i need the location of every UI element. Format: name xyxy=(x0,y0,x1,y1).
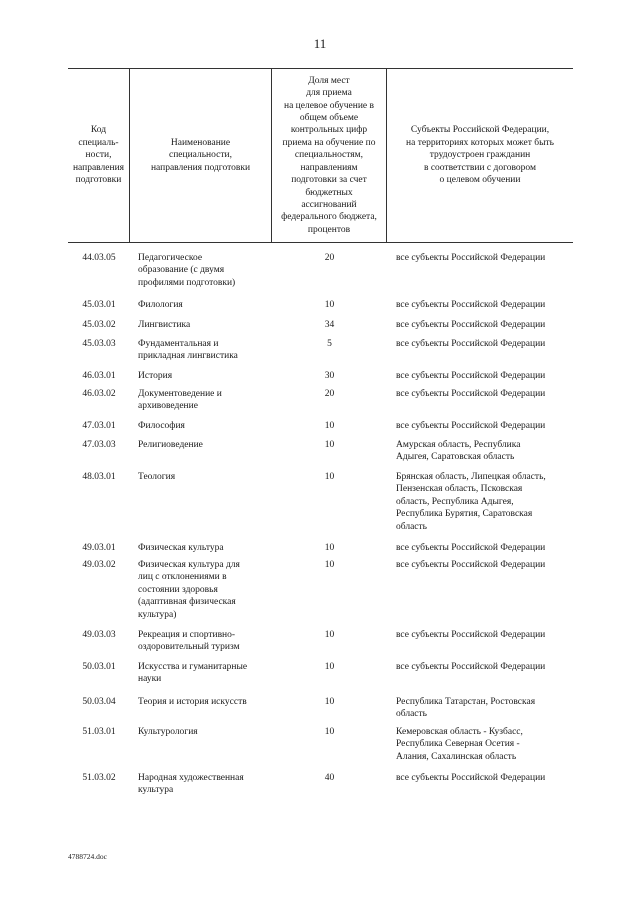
row-share: 10 xyxy=(324,472,335,482)
row-name: История xyxy=(138,371,173,381)
row-share: 10 xyxy=(324,630,335,640)
row-name: Педагогическое образование (с двумя профилями подготовки) xyxy=(138,253,236,288)
row-code: 46.03.02 xyxy=(82,389,116,399)
row-name: Теология xyxy=(138,472,176,482)
row-subjects: все субъекты Российской Федерации xyxy=(396,389,546,399)
row-subjects: Амурская область, Республика Адыгея, Саратовская область xyxy=(396,440,521,463)
row-name: Искусства и гуманитарные науки xyxy=(138,662,248,685)
row-share: 10 xyxy=(324,440,335,450)
header-code: Код специаль- ности, направления подготовки xyxy=(68,69,130,242)
table-row xyxy=(68,252,573,299)
table-row xyxy=(68,388,573,420)
row-subjects: все субъекты Российской Федерации xyxy=(396,320,546,330)
table-row xyxy=(68,439,573,471)
row-subjects: все субъекты Российской Федерации xyxy=(396,371,546,381)
table-body xyxy=(68,252,573,802)
row-subjects: Брянская область, Липецкая область, Пензенская область, Псковская область, Республика Адыгея, Республика Бурятия, Саратовская область xyxy=(396,472,546,532)
row-name: Лингвистика xyxy=(138,320,191,330)
row-code: 46.03.01 xyxy=(82,371,116,381)
row-share: 20 xyxy=(324,253,335,263)
row-name: Документоведение и архивоведение xyxy=(138,389,222,412)
table-row xyxy=(68,542,573,559)
row-name: Физическая культура xyxy=(138,543,224,553)
row-code: 45.03.03 xyxy=(82,339,116,349)
table-row xyxy=(68,772,573,802)
row-subjects: все субъекты Российской Федерации xyxy=(396,662,546,672)
row-code: 50.03.01 xyxy=(82,662,116,672)
row-share: 34 xyxy=(324,320,335,330)
row-name: Философия xyxy=(138,421,185,431)
row-subjects: все субъекты Российской Федерации xyxy=(396,630,546,640)
row-subjects: все субъекты Российской Федерации xyxy=(396,560,546,570)
table-row xyxy=(68,299,573,319)
row-code: 47.03.03 xyxy=(82,440,116,450)
row-code: 51.03.02 xyxy=(82,773,116,783)
row-code: 47.03.01 xyxy=(82,421,116,431)
table-row xyxy=(68,420,573,439)
row-code: 48.03.01 xyxy=(82,472,116,482)
row-share: 20 xyxy=(324,389,335,399)
row-code: 44.03.05 xyxy=(82,253,116,263)
document-filename: 4788724.doc xyxy=(68,852,107,861)
row-code: 45.03.02 xyxy=(82,320,116,330)
row-share: 10 xyxy=(324,727,335,737)
row-subjects: все субъекты Российской Федерации xyxy=(396,773,546,783)
row-name: Народная художественная культура xyxy=(138,773,244,796)
row-share: 5 xyxy=(327,339,332,349)
row-share: 10 xyxy=(324,697,335,707)
row-code: 45.03.01 xyxy=(82,300,116,310)
row-code: 49.03.03 xyxy=(82,630,116,640)
row-code: 50.03.04 xyxy=(82,697,116,707)
row-code: 49.03.02 xyxy=(82,560,116,570)
row-subjects: все субъекты Российской Федерации xyxy=(396,421,546,431)
row-subjects: Кемеровская область - Кузбасс, Республика Северная Осетия - Алания, Сахалинская область xyxy=(396,727,523,762)
table-row xyxy=(68,559,573,629)
row-name: Фундаментальная и прикладная лингвистика xyxy=(138,339,238,362)
page-number: 11 xyxy=(313,36,327,51)
table-row xyxy=(68,661,573,696)
row-name: Филология xyxy=(138,300,183,310)
header-name: Наименование специальности, направления подготовки xyxy=(130,69,272,242)
row-subjects: все субъекты Российской Федерации xyxy=(396,543,546,553)
row-subjects: все субъекты Российской Федерации xyxy=(396,253,546,263)
header-subjects: Субъекты Российской Федерации, на территориях которых может быть трудоустроен гражданин в соответствии с договором о целевом обучении xyxy=(406,125,554,186)
row-name: Физическая культура для лиц с отклонениями в состоянии здоровья (адаптивная физическая культура) xyxy=(138,560,240,620)
header-share: Доля мест для приема на целевое обучение в общем объеме контрольных цифр приема на обучение по специальностям, направлениям подготовки за счет бюджетных ассигнований федерального бюджета, процентов xyxy=(272,69,387,242)
row-share: 30 xyxy=(324,371,335,381)
table-row xyxy=(68,370,573,388)
table-row xyxy=(68,696,573,726)
row-share: 10 xyxy=(324,543,335,553)
table-row xyxy=(68,319,573,338)
row-share: 10 xyxy=(324,300,335,310)
row-subjects: все субъекты Российской Федерации xyxy=(396,300,546,310)
row-share: 40 xyxy=(324,773,335,783)
row-code: 49.03.01 xyxy=(82,543,116,553)
row-name: Рекреация и спортивно- оздоровительный туризм xyxy=(138,630,240,653)
table-row xyxy=(68,726,573,772)
row-code: 51.03.01 xyxy=(82,727,116,737)
table-row xyxy=(68,471,573,542)
row-name: Религиоведение xyxy=(138,440,203,450)
row-share: 10 xyxy=(324,421,335,431)
row-subjects: Республика Татарстан, Ростовская область xyxy=(396,697,536,720)
table-header xyxy=(68,68,573,243)
row-name: Культурология xyxy=(138,727,198,737)
row-name: Теория и история искусств xyxy=(138,697,247,707)
row-share: 10 xyxy=(324,662,335,672)
table-row xyxy=(68,629,573,661)
row-subjects: все субъекты Российской Федерации xyxy=(396,339,546,349)
row-share: 10 xyxy=(324,560,335,570)
table-row xyxy=(68,338,573,370)
